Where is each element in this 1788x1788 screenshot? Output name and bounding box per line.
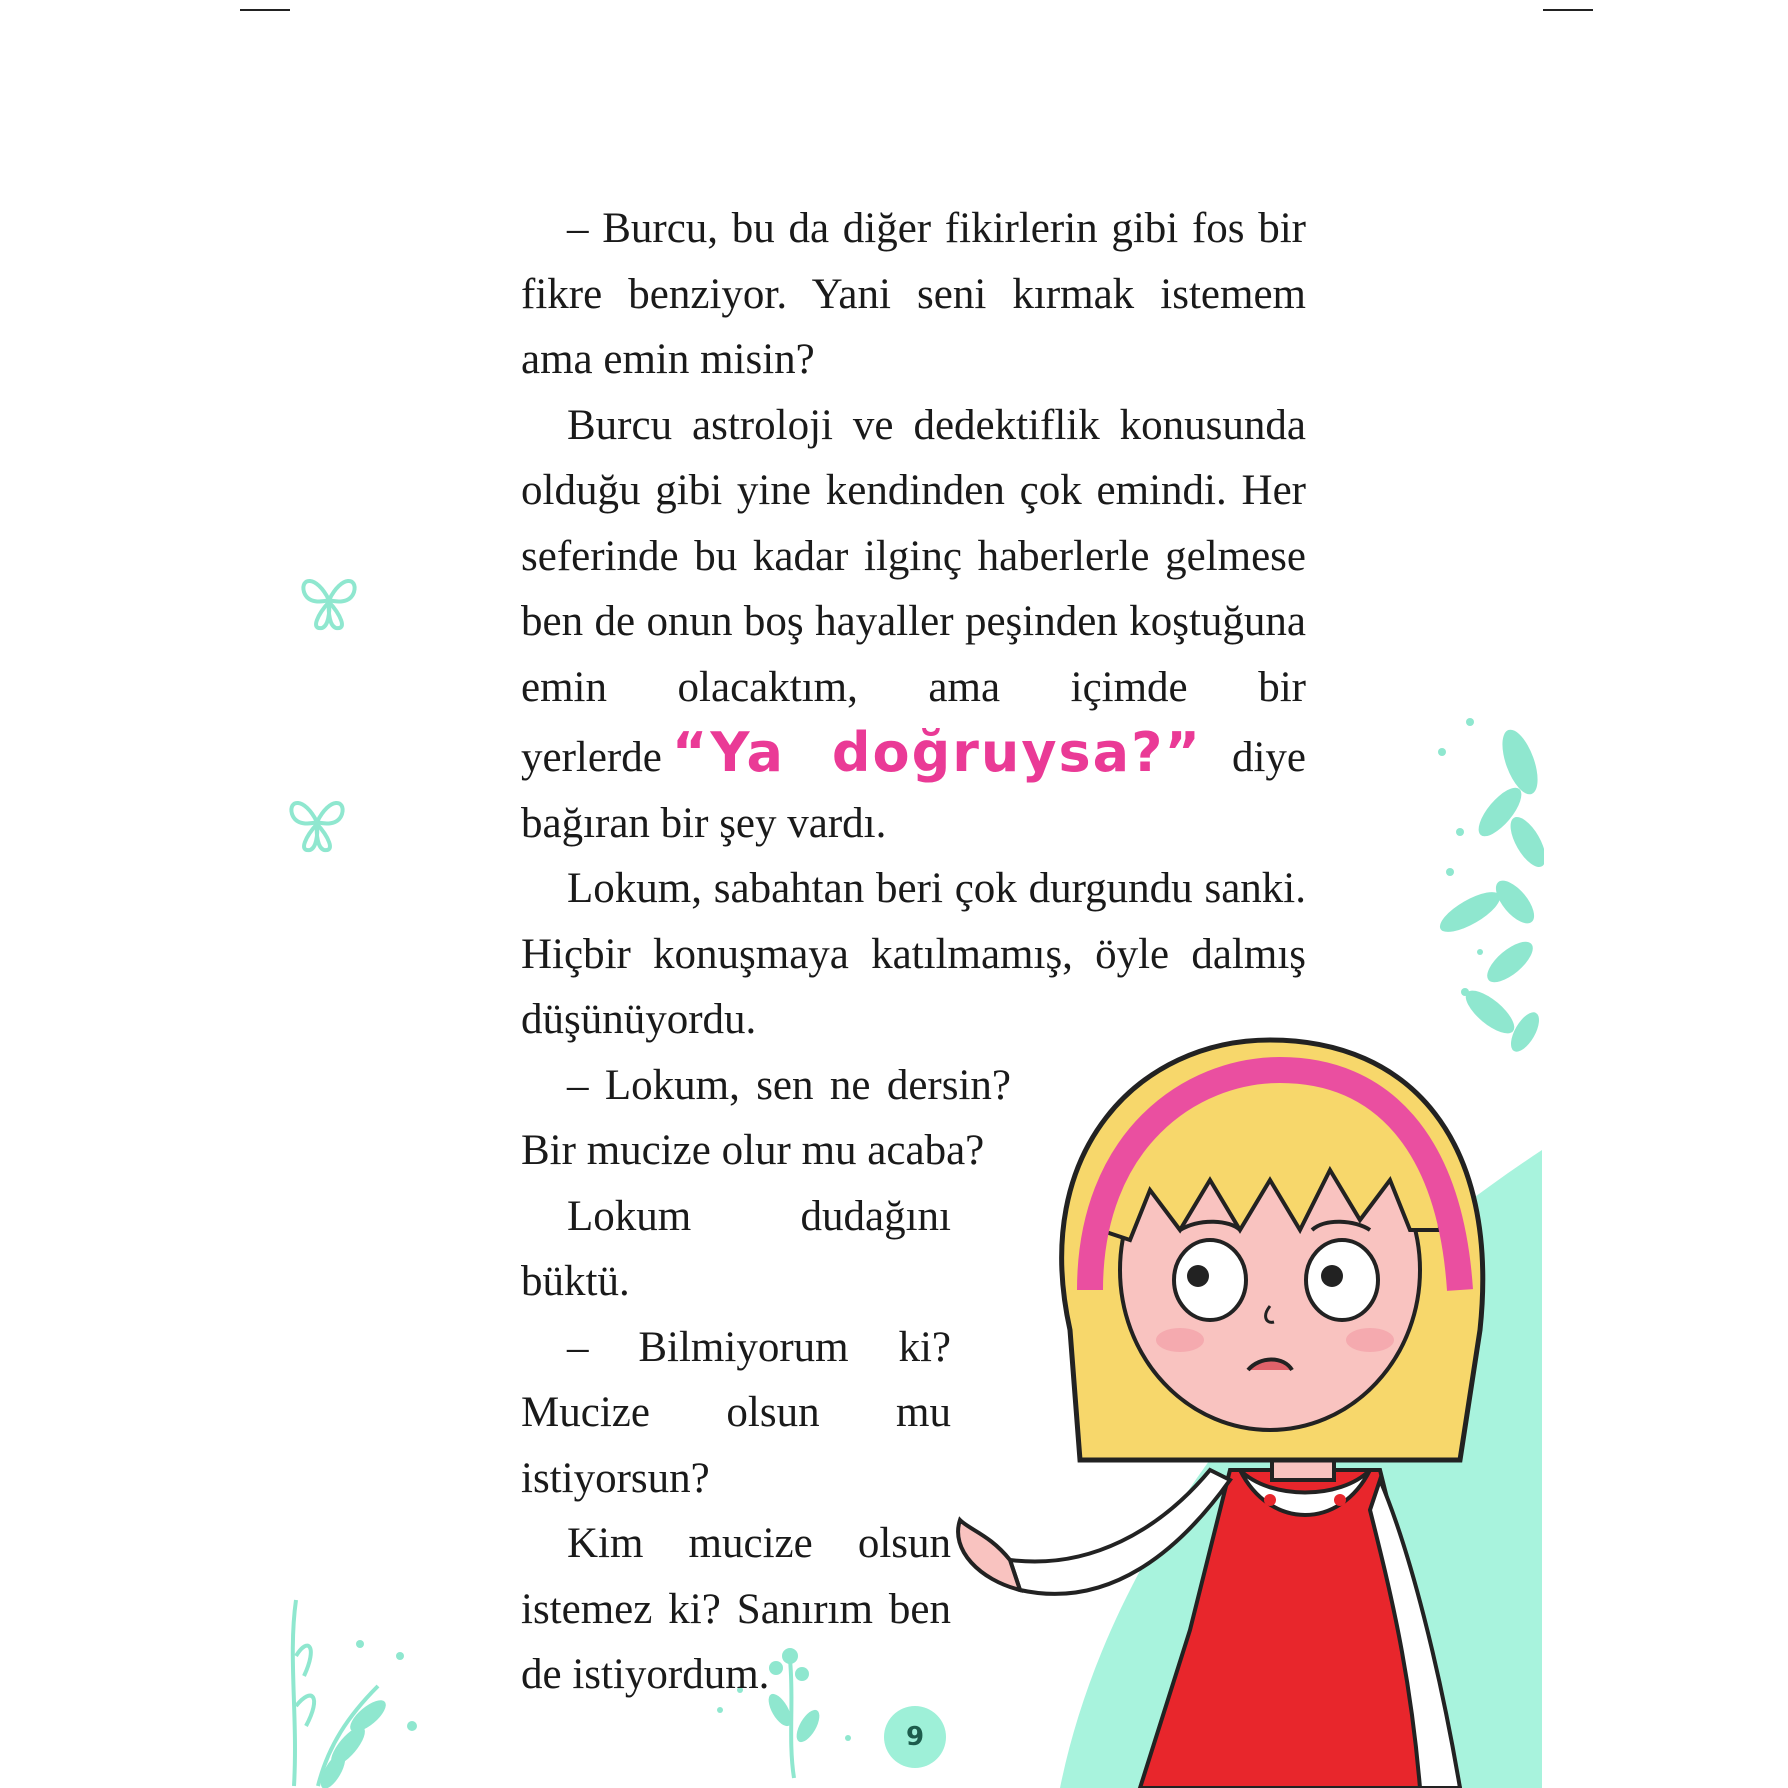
paragraph: – Burcu, bu da diğer fikirlerin gibi fos bir fikre benziyor. Yani seni kırmak istemem ama emin misin? [521, 205, 1306, 383]
crop-mark-left [240, 9, 290, 11]
leaf-branch-icon [288, 1596, 428, 1788]
butterfly-icon [296, 564, 362, 636]
crop-mark-right [1543, 9, 1593, 11]
paragraph: Kim mucize olsun istemez ki? Sanırım ben de istiyordum. [521, 1520, 951, 1698]
leaf-branch-icon [1410, 712, 1544, 1072]
paragraph-highlighted [521, 393, 1306, 857]
story-text [521, 196, 1306, 1708]
butterfly-icon [284, 784, 350, 860]
page-number: 9 [884, 1706, 946, 1768]
paragraph: – Lokum, sen ne dersin? Bir mucize olur mu acaba? [521, 1061, 1011, 1174]
paragraph: – Bilmiyorum ki? Mucize olsun mu istiyorsun? [521, 1323, 951, 1502]
paragraph-part: Burcu astroloji ve dedektiflik konusunda olduğu gibi yine kendinden çok emindi. Her seferinde bu kadar ilginç haberlerle gelmese ben de onun boş hayaller peşinden koştuğuna emin olacaktım, ama içimde bir yerlerde [521, 401, 1306, 781]
paragraph-part: diye bağıran bir şey vardı. [521, 734, 1306, 847]
paragraph: Lokum dudağını büktü. [521, 1192, 951, 1305]
paragraph: Lokum, sabahtan beri çok durgundu sanki. Hiçbir konuşmaya katılmamış, öyle dalmış düşünüyordu. [521, 865, 1306, 1043]
highlight-quote: “Ya doğruysa?” [671, 721, 1202, 784]
